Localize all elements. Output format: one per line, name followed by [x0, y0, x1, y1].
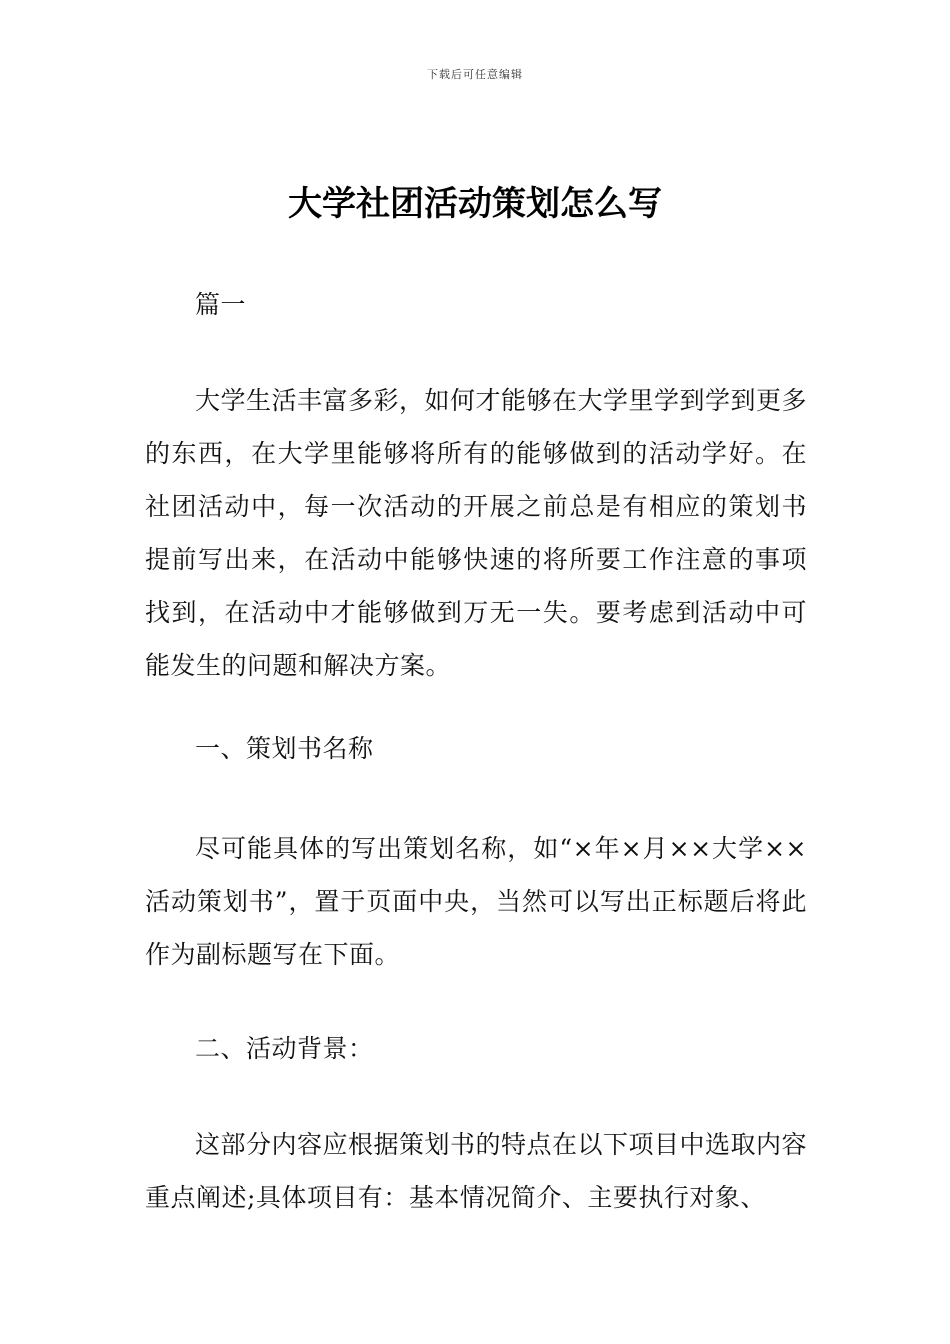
- section-heading-background: 二、活动背景：: [195, 1034, 374, 1063]
- section-heading-name: 一、策划书名称: [195, 734, 374, 763]
- header-note: 下载后可任意编辑: [427, 68, 523, 81]
- section-background-paragraph: 这部分内容应根据策划书的特点在以下项目中选取内容重点阐述;具体项目有：基本情况简介、主要执行对象、: [145, 1130, 808, 1212]
- intro-paragraph: 大学生活丰富多彩，如何才能够在大学里学到学到更多的东西，在大学里能够将所有的能够做到的活动学好。在社团活动中，每一次活动的开展之前总是有相应的策划书提前写出来，在活动中能够快速的将所要工作注意的事项找到，在活动中才能够做到万无一失。要考虑到活动中可能发生的问题和解决方案。: [145, 386, 808, 680]
- section-label: 篇一: [195, 290, 247, 319]
- document-title: 大学社团活动策划怎么写: [288, 184, 662, 224]
- section-name-paragraph: 尽可能具体的写出策划名称，如“×年×月××大学××活动策划书”，置于页面中央，当然可以写出正标题后将此作为副标题写在下面。: [145, 834, 807, 969]
